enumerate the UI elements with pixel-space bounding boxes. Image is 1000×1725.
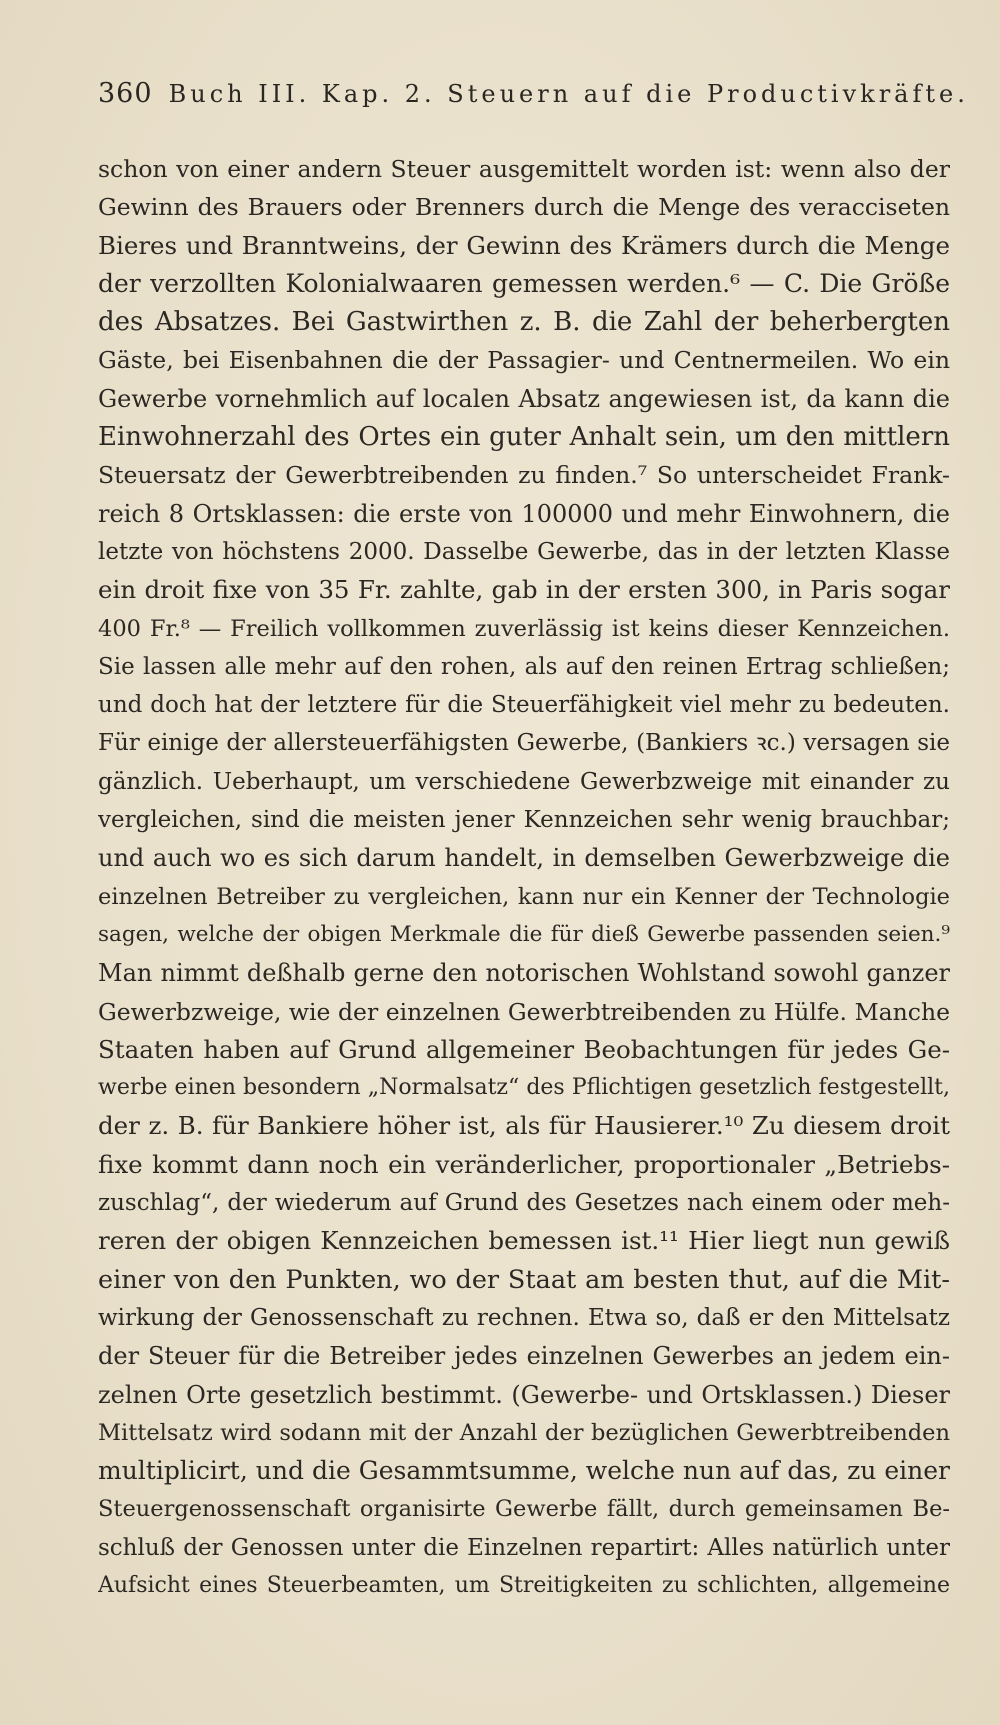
text-line: und doch hat der letztere für die Steuerfähigkeit viel mehr zu bedeuten. [98,692,950,719]
text-line: Gewerbzweige, wie der einzelnen Gewerbtreibenden zu Hülfe. Manche [98,997,950,1026]
text-line: Sie lassen alle mehr auf den rohen, als auf den reinen Ertrag schließen; [98,653,950,680]
text-line: Steuergenossenschaft organisirte Gewerbe fällt, durch gemeinsamen Be- [98,1496,950,1523]
text-line: gänzlich. Ueberhaupt, um verschiedene Gewerbzweige mit einander zu [98,768,950,795]
text-line: ein droit fixe von 35 Fr. zahlte, gab in der ersten 300, in Paris sogar [98,575,950,605]
text-line: reren der obigen Kennzeichen bemessen ist.¹¹ Hier liegt nun gewiß [98,1226,950,1256]
text-line: fixe kommt dann noch ein veränderlicher, proportionaler „Betriebs- [98,1149,950,1179]
text-line: der Steuer für die Betreiber jedes einzelnen Gewerbes an jedem ein- [98,1342,950,1371]
text-line: schon von einer andern Steuer ausgemittelt worden ist: wenn also der [98,155,950,183]
text-line: der z. B. für Bankiere höher ist, als für Hausierer.¹⁰ Zu diesem droit [98,1111,950,1141]
text-line: einer von den Punkten, wo der Staat am besten thut, auf die Mit- [98,1264,950,1295]
text-line: letzte von höchstens 2000. Dasselbe Gewerbe, das in der letzten Klasse [98,538,950,565]
text-line: Gewinn des Brauers oder Brenners durch die Menge des veracciseten [98,193,950,222]
text-line: Aufsicht eines Steuerbeamten, um Streitigkeiten zu schlichten, allgemeine [98,1572,950,1598]
text-line: und auch wo es sich darum handelt, in demselben Gewerbzweige die [98,844,950,873]
text-line: Gäste, bei Eisenbahnen die der Passagier- und Centnermeilen. Wo ein [98,346,950,375]
text-line: Gewerbe vornehmlich auf localen Absatz angewiesen ist, da kann die [98,384,950,413]
text-line: schluß der Genossen unter die Einzelnen repartirt: Alles natürlich unter [98,1534,950,1561]
body-text [98,150,950,1605]
text-line: Mittelsatz wird sodann mit der Anzahl der bezüglichen Gewerbtreibenden [98,1419,950,1446]
text-line: vergleichen, sind die meisten jener Kennzeichen sehr wenig brauchbar; [98,807,950,834]
text-line: Einwohnerzahl des Ortes ein guter Anhalt sein, um den mittlern [98,422,950,453]
text-line: reich 8 Ortsklassen: die erste von 100000 und mehr Einwohnern, die [98,499,950,528]
text-line: einzelnen Betreiber zu vergleichen, kann nur ein Kenner der Technologie [98,883,950,910]
text-line: der verzollten Kolonialwaaren gemessen werden.⁶ — C. Die Größe [98,268,950,298]
text-line: sagen, welche der obigen Merkmale die für dieß Gewerbe passenden seien.⁹ [98,921,950,947]
text-line: Für einige der allersteuerfähigsten Gewerbe, (Bankiers ꝛc.) versagen sie [98,730,950,757]
page-number: 360 [98,78,153,109]
running-title: Buch III. Kap. 2. Steuern auf die Productivkräfte. [168,80,969,108]
text-line: Man nimmt deßhalb gerne den notorischen Wohlstand sowohl ganzer [98,959,950,988]
text-line: 400 Fr.⁸ — Freilich vollkommen zuverlässig ist keins dieser Kennzeichen. [98,615,950,642]
running-head [98,78,969,118]
text-line: Steuersatz der Gewerbtreibenden zu finden.⁷ So unterscheidet Frank- [98,461,950,490]
text-line: zuschlag“, der wiederum auf Grund des Gesetzes nach einem oder meh- [98,1190,950,1217]
text-line: multiplicirt, und die Gesammtsumme, welche nun auf das, zu einer [98,1456,950,1486]
text-line: werbe einen besondern „Normalsatz“ des Pflichtigen gesetzlich festgestellt, [98,1075,950,1101]
text-line: Staaten haben auf Grund allgemeiner Beobachtungen für jedes Ge- [98,1034,950,1064]
text-line: Bieres und Branntweins, der Gewinn des Krämers durch die Menge [98,230,950,260]
text-line: des Absatzes. Bei Gastwirthen z. B. die Zahl der beherbergten [98,307,950,338]
text-line: wirkung der Genossenschaft zu rechnen. Etwa so, daß er den Mittelsatz [98,1304,950,1331]
text-line: zelnen Orte gesetzlich bestimmt. (Gewerbe- und Ortsklassen.) Dieser [98,1380,950,1409]
